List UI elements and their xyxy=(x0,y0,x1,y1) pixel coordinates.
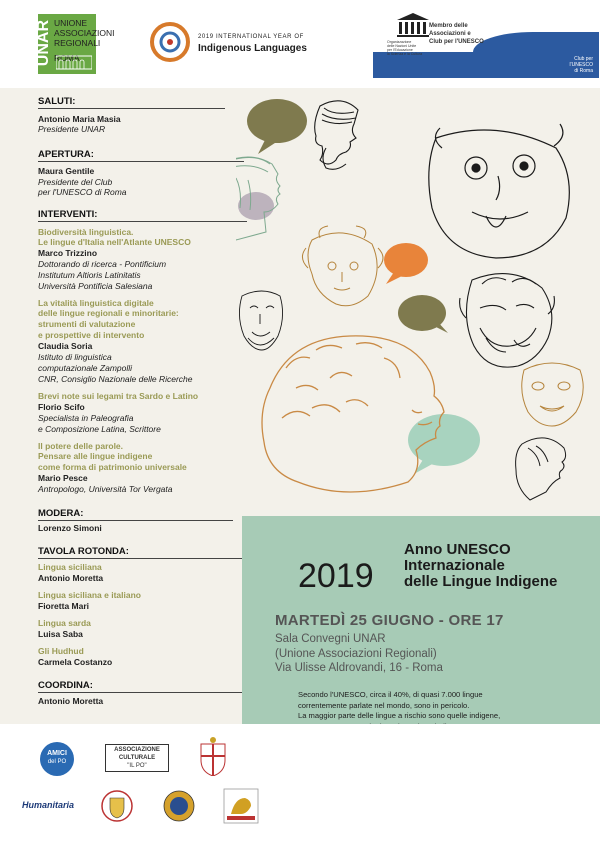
talk3-title: Brevi note sui legami tra Sardo e Latino xyxy=(38,391,199,401)
unesco-temple-icon xyxy=(395,12,431,38)
event-year: 2019 xyxy=(298,557,374,595)
speech-bubble-olive xyxy=(247,99,307,154)
iyil-logo xyxy=(150,22,310,66)
academy-crest-icon xyxy=(100,786,134,826)
talk4-speaker: Mario Pesce xyxy=(38,473,88,483)
speech-bubble-lilac xyxy=(238,192,274,220)
associazione-il-po-logo: ASSOCIAZIONE CULTURALE "IL PO" xyxy=(105,744,169,772)
unar-logo xyxy=(35,14,115,74)
unesco-org-text: Organizzazione delle Nazioni Unite per l'Educazione la Scienza e la Cultura xyxy=(387,40,423,56)
event-date: MARTEDÌ 25 GIUGNO - ORE 17 xyxy=(275,612,504,629)
unar-name: UNIONE ASSOCIAZIONI REGIONALI ROMA xyxy=(54,18,115,63)
modera-name: Lorenzo Simoni xyxy=(38,523,102,533)
iyil-line2: Indigenous Languages xyxy=(198,43,307,54)
modera-heading: MODERA: xyxy=(38,508,84,519)
talk1-speaker: Marco Trizzino xyxy=(38,248,98,258)
event-venue: Sala Convegni UNAR (Unione Associazioni Regionali) Via Ulisse Aldrovandi, 16 - Roma xyxy=(275,633,443,674)
saluti-role: Presidente UNAR xyxy=(38,124,106,134)
grotesque-mask-drawing xyxy=(429,124,570,258)
lion-crest-icon xyxy=(223,788,259,824)
round-emblem-icon xyxy=(163,790,195,822)
talk4-title: Il potere delle parole. xyxy=(38,441,124,451)
classical-profile-drawing xyxy=(262,336,444,492)
small-profile-drawing xyxy=(516,438,566,500)
apertura-heading: APERTURA: xyxy=(38,149,94,160)
membro-text: Membro delle Associazioni e Club per l'UNESCO xyxy=(429,23,484,45)
medusa-head-drawing xyxy=(302,226,383,306)
iyil-line1: 2019 INTERNATIONAL YEAR OF xyxy=(198,34,304,40)
event-description: Secondo l'UNESCO, circa il 40%, di quasi 7.000 lingue correntemente parlate nel mondo, sono in pericolo. La maggior parte delle lingue a rischio sono quelle indigene, xyxy=(298,690,501,720)
saluti-name: Antonio Maria Masia xyxy=(38,114,121,124)
speech-bubble-mint xyxy=(408,414,480,474)
unar-short: UNAR xyxy=(35,20,52,67)
amici-del-po-logo: AMICI del PO xyxy=(40,742,74,776)
colosseum-icon xyxy=(56,54,92,70)
bearded-mask-drawing xyxy=(239,291,282,350)
header xyxy=(0,0,600,88)
illustration-area xyxy=(236,88,600,518)
event-anno: Anno UNESCO Internazionale delle Lingue Indigene xyxy=(404,541,558,590)
iyil-emblem-icon xyxy=(150,22,190,62)
talk2-title: La vitalità linguistica digitale xyxy=(38,298,154,308)
talk2-speaker: Claudia Soria xyxy=(38,341,93,351)
sardinia-coat-of-arms-icon xyxy=(198,736,228,776)
interventi-heading: INTERVENTI: xyxy=(38,209,98,220)
humanitaria-logo: Humanitaria xyxy=(22,800,75,810)
woman-headdress-drawing xyxy=(315,101,358,169)
coordina-name: Antonio Moretta xyxy=(38,696,104,706)
club-text: Club per l'UNESCO di Roma xyxy=(569,56,593,74)
unesco-club-logo xyxy=(373,12,599,78)
saluti-heading: SALUTI: xyxy=(38,96,76,107)
tragic-mask-drawing xyxy=(522,363,583,426)
coordina-heading: COORDINA: xyxy=(38,680,93,691)
tavola-heading: TAVOLA ROTONDA: xyxy=(38,546,129,557)
bearded-man-drawing xyxy=(460,274,555,368)
sponsor-footer xyxy=(0,724,600,849)
talk3-speaker: Florio Scifo xyxy=(38,402,85,412)
speech-bubble-olive-2 xyxy=(398,295,448,333)
apertura-name: Maura Gentile xyxy=(38,166,95,176)
speech-bubble-orange xyxy=(384,243,428,284)
talk1-title: Biodiversità linguistica. xyxy=(38,227,134,237)
